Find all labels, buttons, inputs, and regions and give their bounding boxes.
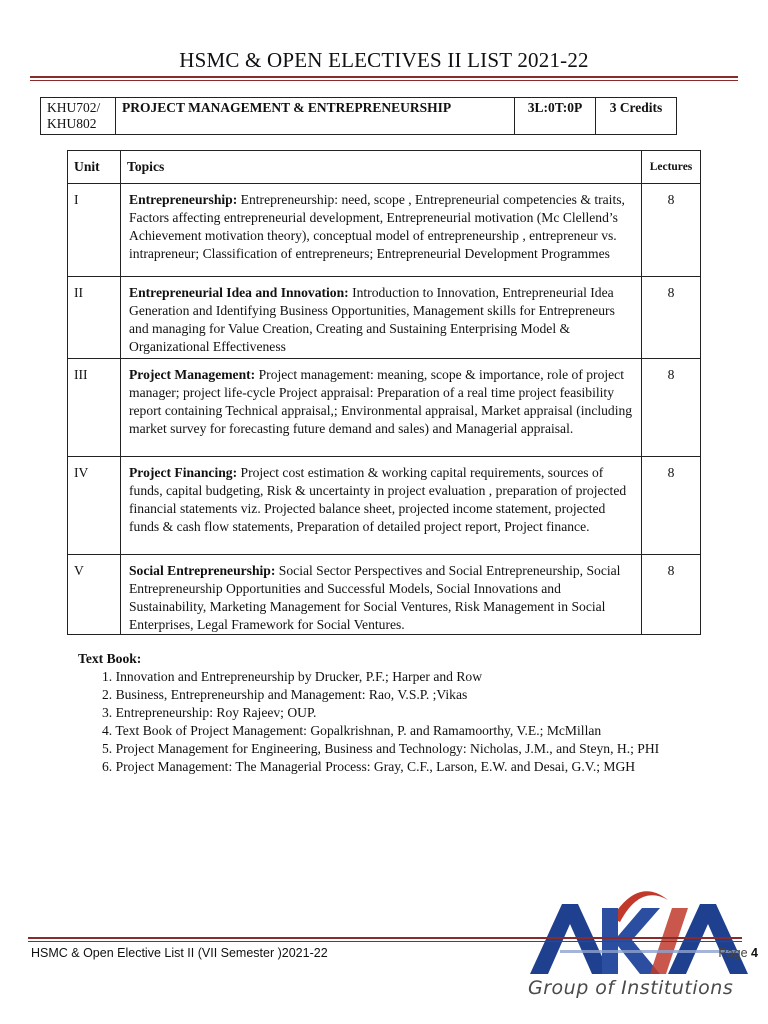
- topics-column-header: Topics: [121, 151, 642, 184]
- topic-body: Social Sector Perspectives and Social Entrepreneurship, Social Entrepreneurship Opportunities and Successful Models, Social Innovations and Sustainability, Marketing Management for Social Ventures, Risk Management in Social Enterprises, Legal Framework for Social Ventures.: [129, 563, 621, 632]
- topic-heading: Project Financing:: [129, 465, 238, 480]
- page-label: Page: [718, 946, 748, 960]
- course-code-line2: KHU802: [47, 116, 97, 131]
- list-item: 3. Entrepreneurship: Roy Rajeev; OUP.: [102, 705, 317, 720]
- syllabus-table: [67, 150, 701, 635]
- topic-heading: Entrepreneurship:: [129, 192, 238, 207]
- course-credits: 3 Credits: [596, 98, 677, 135]
- topic-cell: [121, 184, 642, 277]
- lecture-count: 8: [642, 359, 701, 457]
- course-info-table: [40, 97, 677, 135]
- lectures-column-header: Lectures: [642, 151, 701, 184]
- table-row: [68, 555, 701, 635]
- table-row: [68, 359, 701, 457]
- unit-number: III: [68, 359, 121, 457]
- topic-body: Project management: meaning, scope & importance, role of project manager; project life-cycle Project appraisal: Preparation of a real time project feasibility report containing Technical appraisal,; Environmental appraisal, Market appraisal (including market survey for forecasting future demand and sales) and Managerial appraisal.: [129, 367, 633, 436]
- unit-number: V: [68, 555, 121, 635]
- course-code-line1: KHU702/: [47, 100, 101, 115]
- topic-heading: Project Management:: [129, 367, 256, 382]
- course-ltp: 3L:0T:0P: [515, 98, 596, 135]
- list-item: 1. Innovation and Entrepreneurship by Drucker, P.F.; Harper and Row: [102, 669, 483, 684]
- lecture-count: 8: [642, 555, 701, 635]
- page-title: HSMC & OPEN ELECTIVES II LIST 2021-22: [179, 48, 589, 72]
- logo-tagline: Group of Institutions: [528, 977, 734, 999]
- footer-document-title: HSMC & Open Elective List II (VII Semester )2021-22: [31, 946, 328, 960]
- table-row: [68, 184, 701, 277]
- list-item: 4. Text Book of Project Management: Gopalkrishnan, P. and Ramamoorthy, V.E.; McMillan: [102, 723, 602, 738]
- list-item: 2. Business, Entrepreneurship and Management: Rao, V.S.P. ;Vikas: [102, 687, 468, 702]
- table-row: [68, 277, 701, 359]
- topic-cell: [121, 555, 642, 635]
- course-name: PROJECT MANAGEMENT & ENTREPRENEURSHIP: [116, 98, 515, 135]
- title-divider: [30, 76, 738, 81]
- lecture-count: 8: [642, 277, 701, 359]
- footer-divider: [28, 937, 742, 942]
- unit-number: II: [68, 277, 121, 359]
- topic-cell: [121, 457, 642, 555]
- list-item: 6. Project Management: The Managerial Process: Gray, C.F., Larson, E.W. and Desai, G.V.; MGH: [102, 759, 636, 774]
- textbook-section: [78, 650, 718, 776]
- lecture-count: 8: [642, 184, 701, 277]
- textbook-list: [78, 668, 718, 776]
- topic-cell: [121, 359, 642, 457]
- table-row: [68, 457, 701, 555]
- unit-column-header: Unit: [68, 151, 121, 184]
- topic-body: Entrepreneurship: need, scope , Entrepreneurial competencies & traits, Factors affecting entrepreneurial development, Entrepreneurial motivation (Mc Clellend’s Achievement motivation theory), conceptual model of entrepreneurship , entrepreneur vs. intrapreneur; Classification of entrepreneurs; Entrepreneurial Development Programmes: [129, 192, 625, 261]
- page-number: 4: [751, 946, 758, 960]
- topic-heading: Entrepreneurial Idea and Innovation:: [129, 285, 349, 300]
- list-item: 5. Project Management for Engineering, Business and Technology: Nicholas, J.M., and Steyn, H.; PHI: [102, 741, 660, 756]
- topic-body: Project cost estimation & working capital requirements, sources of funds, capital budgeting, Risk & uncertainty in project evaluation , preparation of projected financial statements viz. Projected balance sheet, projected income statement, projected funds & cash flow statements, Preparation of detailed project report, Project finance.: [129, 465, 627, 534]
- topic-cell: [121, 277, 642, 359]
- topic-body: Introduction to Innovation, Entrepreneurial Idea Generation and Identifying Business Opportunities, Management skills for Entrepreneurs and managing for Value Creation, Creating and Sustaining Enterprising Model & Organizational Effectiveness: [129, 285, 615, 354]
- topic-heading: Social Entrepreneurship:: [129, 563, 276, 578]
- course-info-row: [41, 98, 677, 135]
- textbook-heading: Text Book:: [78, 651, 142, 666]
- syllabus-header-row: [68, 151, 701, 184]
- unit-number: IV: [68, 457, 121, 555]
- unit-number: I: [68, 184, 121, 277]
- logo-bar: [560, 950, 740, 953]
- course-code: [41, 98, 116, 135]
- footer-page: [718, 946, 758, 960]
- lecture-count: 8: [642, 457, 701, 555]
